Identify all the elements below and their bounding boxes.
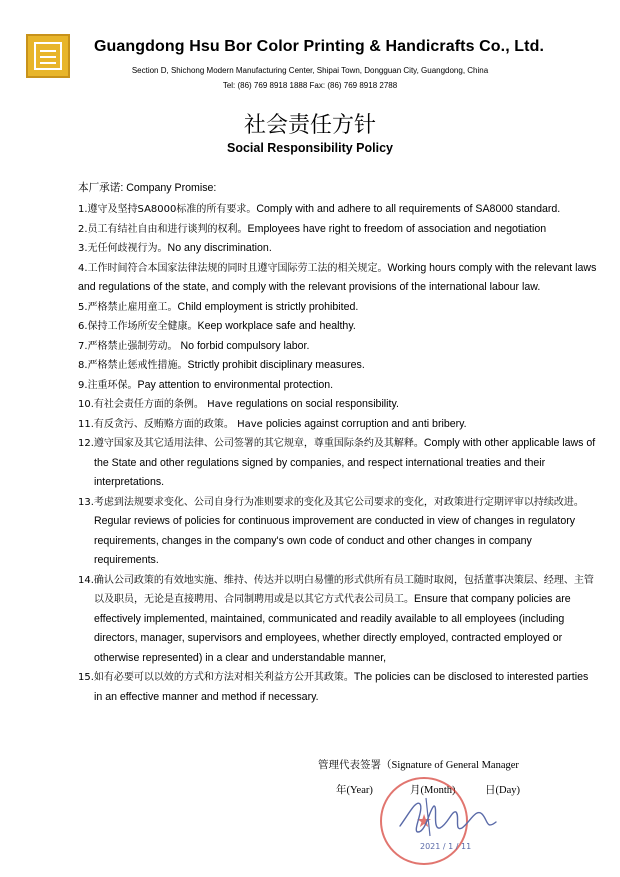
signature-year-label: 年(Year) [336, 785, 373, 796]
company-phone-fax: Tel: (86) 769 8918 1888 Fax: (86) 769 8918 2788 [222, 81, 398, 90]
policy-item-cn: 11.有反贪污、反贿赂方面的政策。 Have [78, 418, 266, 430]
signature-month-label: 月(Month) [410, 785, 456, 796]
policy-item-en: regulations on social responsibility. [235, 398, 399, 410]
logo-bar [40, 50, 56, 52]
policy-item-en: Ensure that company policies are effectively implemented, maintained, communicated and readily available to all employees (including directors, manager, supervisors and employees, whether directly employed, contracted employed or otherwise represented) in a clear and understandable manner, [94, 593, 571, 664]
policy-item-cn: 3.无任何歧视行为。 [78, 243, 168, 254]
policy-item-4 [78, 259, 598, 298]
policy-item-en: No any discrimination. [167, 242, 272, 254]
policy-item-cn: 1.遵守及坚持SA8000标准的所有要求。 [78, 204, 257, 215]
policy-item-13 [78, 493, 598, 571]
policy-item-en: No forbid compulsory labor. [177, 339, 310, 352]
policy-item-en: Comply with other applicable laws of the State and other regulations signed by companies, and respect international treaties and their interpretations. [94, 437, 596, 488]
policy-item-cn: 8.严格禁止惩戒性措施。 [78, 360, 188, 371]
policy-item-cn: 7.严格禁止强制劳动。 [78, 340, 178, 352]
policy-item-en: Comply with and adhere to all requirements of SA8000 standard. [256, 203, 561, 215]
policy-item-en: Child employment is strictly prohibited. [177, 300, 359, 313]
company-address: Section D, Shichong Modern Manufacturing Center, Shipai Town, Dongguan City, Guangdong, China [131, 66, 489, 75]
policy-item-8 [78, 356, 598, 376]
policy-item-cn: 12.遵守国家及其它适用法律、公司签署的其它规章，尊重国际条约及其解释。 [78, 438, 424, 449]
policy-item-cn: 5.严格禁止雇用童工。 [78, 301, 178, 313]
policy-item-cn: 9.注重环保。 [78, 379, 138, 391]
policy-item-14 [78, 571, 598, 669]
policy-content [78, 180, 598, 707]
policy-item-cn: 15.如有必要可以以效的方式和方法对相关利益方公开其政策。 [78, 672, 354, 683]
handwritten-signature [396, 792, 506, 840]
policy-item-1 [78, 200, 598, 220]
policy-item-6 [78, 317, 598, 337]
policy-item-cn: 13.考虑到法规要求变化、公司自身行为准则要求的变化及其它公司要求的变化，对政策进行定期评审以持续改进。 [78, 496, 584, 508]
company-promise-heading: 本厂承诺: Company Promise: [78, 182, 217, 194]
policy-item-en: Regular reviews of policies for continuous improvement are conducted in view of changes in regulatory requirements, changes in the company's own code of conduct and other changes in company requirements. [94, 515, 576, 566]
policy-item-en: Employees have right to freedom of association and negotiation [247, 222, 547, 235]
policy-item-15 [78, 668, 598, 707]
policy-item-9 [78, 376, 598, 396]
policy-item-en: Strictly prohibit disciplinary measures. [187, 359, 365, 371]
logo-bar [40, 56, 56, 58]
policy-item-en: policies against corruption and anti bribery. [265, 417, 467, 430]
policy-item-12 [78, 434, 598, 493]
handwritten-date: 2021 / 1 / 11 [420, 842, 472, 851]
policy-item-en: Keep workplace safe and healthy. [197, 320, 356, 332]
signature-label: 管理代表签署（Signature of General Manager [318, 760, 519, 771]
policy-item-2 [78, 220, 598, 240]
policy-item-cn: 2.员工有结社自由和进行谈判的权利。 [78, 223, 248, 235]
policy-item-en: Pay attention to environmental protection. [137, 378, 334, 391]
logo-bar [40, 62, 56, 64]
signature-day-label: 日(Day) [485, 785, 520, 796]
policy-item-cn: 4.工作时间符合本国家法律法规的同时且遵守国际劳工法的相关规定。 [78, 262, 388, 274]
page-title-chinese: 社会责任方针 [243, 113, 376, 138]
policy-item-7 [78, 337, 598, 357]
policy-item-cn: 6.保持工作场所安全健康。 [78, 321, 198, 332]
policy-item-cn: 14.确认公司政策的有效地实施、维持、传达并以明白易懂的形式供所有员工随时取阅，包括董事决策层、经理、主管以及职员，无论是直接聘用、合同制聘用或是以其它方式代表公司员工。 [78, 574, 594, 605]
policy-item-en: Working hours comply with the relevant laws and regulations of the state, and comply with the relevant provisions of the international labour law. [78, 261, 597, 293]
policy-item-en: The policies can be disclosed to interested parties in an effective manner and method if necessary. [94, 671, 589, 703]
policy-item-cn: 10.有社会责任方面的条例。 Have [78, 399, 236, 410]
seal-star-icon: ★ [416, 811, 433, 831]
policy-item-5 [78, 298, 598, 318]
policy-item-10 [78, 395, 598, 415]
policy-item-3 [78, 239, 598, 259]
policy-item-11 [78, 415, 598, 435]
page-title-english: Social Responsibility Policy [226, 141, 394, 155]
company-name: Guangdong Hsu Bor Color Printing & Handicrafts Co., Ltd. [94, 38, 545, 55]
